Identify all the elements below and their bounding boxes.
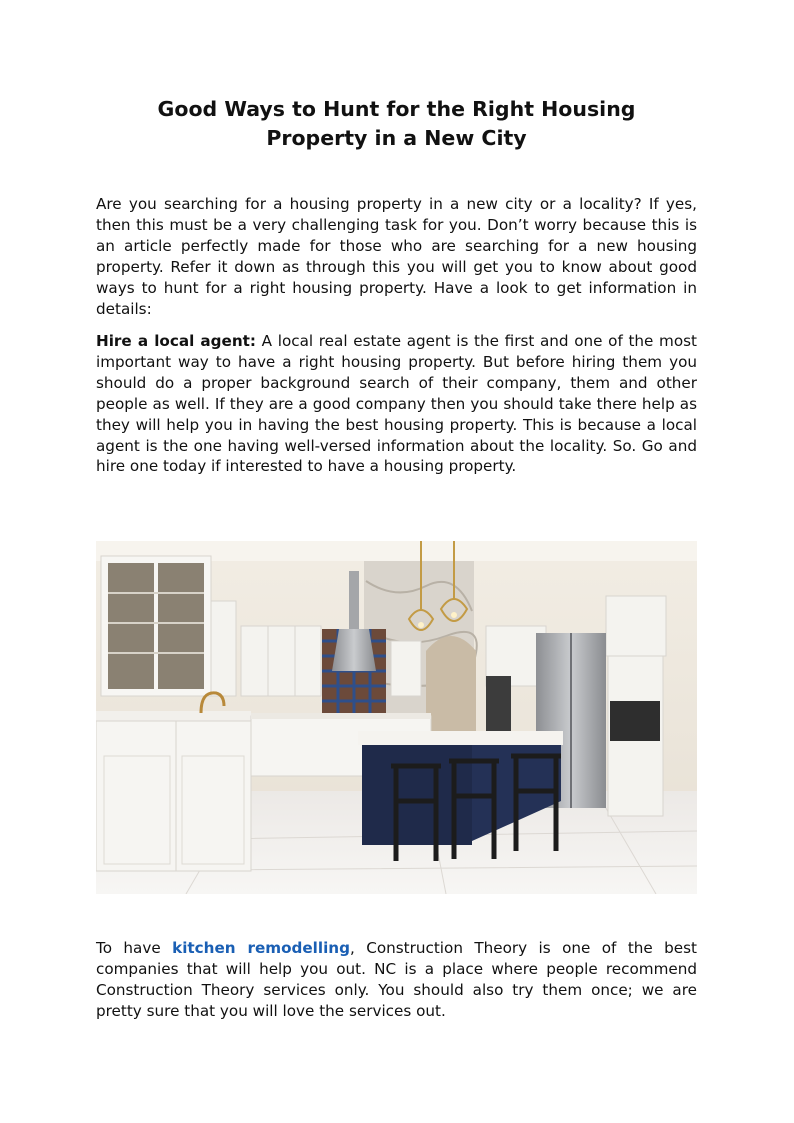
closing-before: To have bbox=[96, 939, 173, 957]
kitchen-remodelling-link[interactable]: kitchen remodelling bbox=[172, 939, 350, 957]
closing-paragraph bbox=[96, 938, 697, 1022]
page-title bbox=[96, 95, 697, 153]
agent-paragraph bbox=[96, 331, 697, 477]
title-line-2: Property in a New City bbox=[266, 126, 527, 150]
intro-paragraph: Are you searching for a housing property in a new city or a locality? If yes, then this must be a very challenging task for you. Don’t worry because this is an article perfectly made for those who are searching for a new housing property. Refer it down as through this you will get you to know about good ways to hunt for a right housing property. Have a look to get information in details: bbox=[96, 195, 697, 318]
agent-body: A local real estate agent is the first and one of the most important way to have a right housing property. But before hiring them you should do a proper background search of their company, them and other people as well. If they are a good company then you should take there help as they will help you in having the best housing property. This is because a local agent is the one having well-versed information about the locality. So. Go and hire one today if interested to have a housing property. bbox=[96, 332, 697, 476]
agent-heading: Hire a local agent: bbox=[96, 332, 256, 350]
title-line-1: Good Ways to Hunt for the Right Housing bbox=[157, 97, 636, 121]
closing-after: , Construction Theory is one of the best companies that will help you out. NC is a place where people recommend Construction Theory services only. You should also try them once; we are pretty sure that you will love the services out. bbox=[96, 939, 698, 1020]
kitchen-photo bbox=[96, 541, 697, 894]
